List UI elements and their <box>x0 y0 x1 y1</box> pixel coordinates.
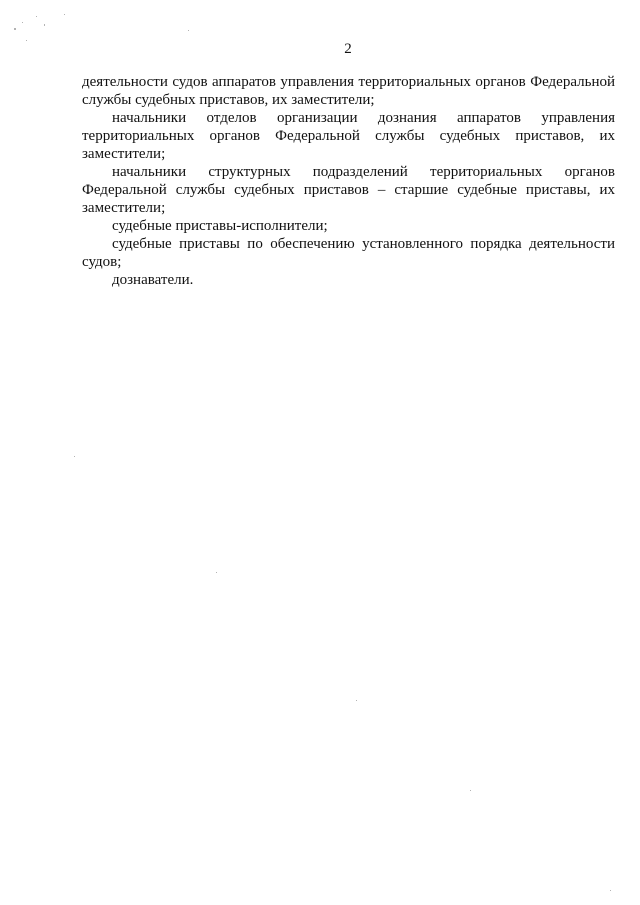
paragraph-inquirers: дознаватели. <box>112 272 194 288</box>
scan-speck <box>36 16 37 17</box>
scan-speck <box>64 14 65 15</box>
paragraph-court-order-bailiffs: судебные приставы по обеспечению установленного порядка деятельности судов; <box>82 236 615 270</box>
scan-speck <box>44 24 45 26</box>
scan-speck <box>14 28 16 30</box>
scan-speck <box>610 890 611 891</box>
paragraph-continuation: деятельности судов аппаратов управления территориальных органов Федеральной службы судебных приставов, их заместители; <box>82 74 615 108</box>
scan-speck <box>188 30 189 31</box>
scan-speck <box>74 456 75 457</box>
paragraph-structural-unit-heads: начальники структурных подразделений территориальных органов Федеральной службы судебных приставов – старшие судебные приставы, их заместители; <box>82 164 615 216</box>
document-body <box>82 73 615 289</box>
scan-speck <box>22 22 23 23</box>
scan-speck <box>470 790 471 791</box>
scan-speck <box>356 700 357 701</box>
scan-speck <box>216 572 217 573</box>
paragraph-bailiffs-executors: судебные приставы-исполнители; <box>112 218 328 234</box>
page-number: 2 <box>344 41 352 57</box>
paragraph-inquiry-department-heads: начальники отделов организации дознания аппаратов управления территориальных органов Федеральной службы судебных приставов, их заместители; <box>82 110 615 162</box>
